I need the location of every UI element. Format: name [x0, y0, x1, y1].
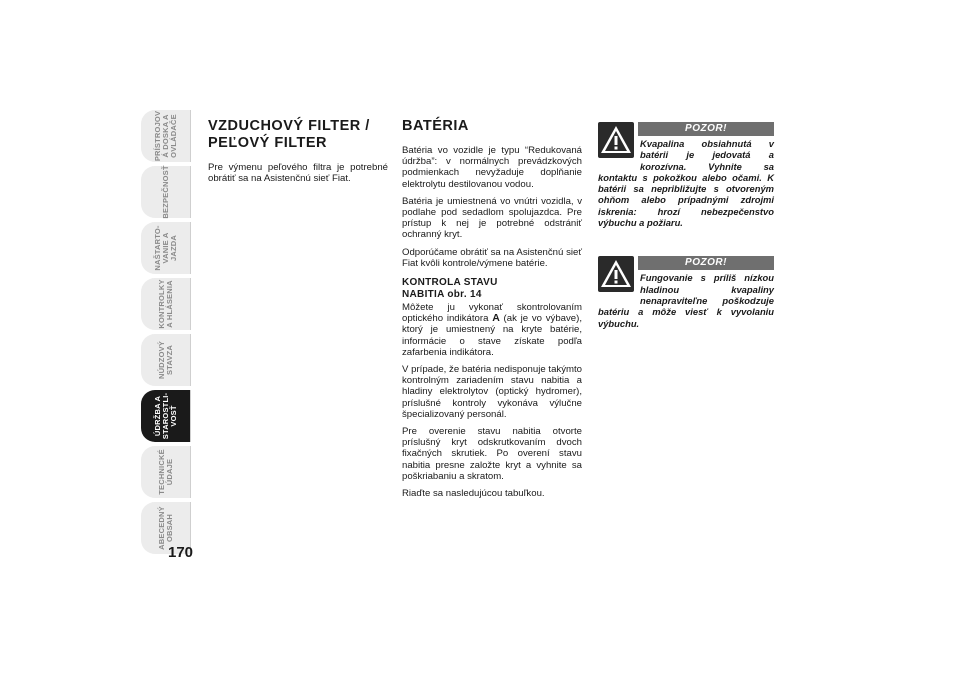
paragraph: Riaďte sa nasledujúcou tabuľkou.	[402, 488, 545, 500]
paragraph: Batéria je umiestnená vo vnútri vozidla, v podlahe pod sedadlom spolujazdca. Pre prístup k nej je potrebné odstrániť ochranný kryt.	[402, 195, 582, 241]
paragraph	[402, 302, 582, 358]
column-warnings	[598, 122, 774, 357]
sub-heading-text: KONTROLA STAVU NABITIA	[402, 277, 498, 300]
paragraph: Pre overenie stavu nabitia otvorte príslušný kryt odskrutkovaním dvoch fixačných skrutiek. Po overení stavu nabitia presne založte kryt a vyhnite sa poškriabaniu a skratom.	[402, 426, 582, 482]
warning-triangle-icon	[598, 256, 634, 292]
paragraph: V prípade, že batéria nedisponuje takýmto kontrolným zariadením stavu nabitia a hladiny elektrolytov (optický hydromer), príslušné kontroly vykonáva výlučne špecializovaný personál.	[402, 364, 582, 420]
sub-heading	[402, 277, 582, 300]
tab-label: ÚDRŽBA A STAROSTLI- VOSŤ	[153, 392, 178, 440]
page-number: 170	[168, 544, 194, 561]
tab-label: PRÍSTROJOV Á DOSKA A OVLÁDAČE	[153, 110, 178, 162]
section-heading: VZDUCHOVÝ FILTER / PEĽOVÝ FILTER	[208, 118, 370, 151]
warning-box	[598, 122, 774, 228]
tab-label: NAŠTARTO- VANIE A JAZDA	[153, 225, 178, 271]
warning-box	[598, 256, 774, 328]
tab-nastartovanie[interactable]	[141, 222, 191, 274]
warning-title: POZOR!	[638, 122, 774, 136]
indicator-letter: A	[492, 312, 500, 325]
figure-reference[interactable]: obr. 14	[444, 288, 482, 300]
tab-label: NÚDZOVÝ STAVZA	[157, 340, 174, 380]
tab-udrzba[interactable]	[141, 390, 191, 442]
tab-technicke-udaje[interactable]	[141, 446, 191, 498]
text-run: (ak je vo výbave), ktorý je umiestnený na kryte batérie, informácie o stave získate podľa zafarbenia indikátora.	[402, 313, 582, 358]
tab-kontrolky[interactable]	[141, 278, 191, 330]
tab-label: TECHNICKÉ ÚDAJE	[157, 449, 174, 495]
paragraph: Pre výmenu peľového filtra je potrebné obrátiť sa na Asistenčnú sieť Fiat.	[208, 162, 388, 185]
column-air-filter	[208, 118, 388, 190]
tab-label: ABECEDNÝ OBSAH	[157, 506, 174, 550]
tab-bezpecnost[interactable]	[141, 166, 191, 218]
tab-label: KONTROLKY A HLÁSENIA	[157, 279, 174, 329]
text-run: Môžete ju vykonať skontrolovaním optického indikátora	[402, 302, 582, 325]
section-heading: BATÉRIA	[402, 118, 469, 134]
paragraph: Batéria vo vozidle je typu “Redukovaná údržba”: v normálnych prevádzkových podmienkach nevyžaduje doplňanie elektrolytu destilovanou vodou.	[402, 145, 582, 190]
column-battery	[402, 118, 582, 505]
paragraph: Odporúčame obrátiť sa na Asistenčnú sieť Fiat kvôli kontrole/výmene batérie.	[402, 246, 582, 269]
tab-pristrojova-doska[interactable]	[141, 110, 191, 162]
warning-title: POZOR!	[638, 256, 774, 270]
warning-text: Kvapalina obsiahnutá v batérii je jedovatá a korozívna. Vyhnite sa kontaktu s pokožkou alebo očami. K batérii sa nepribližujte s otvoreným ohňom alebo prípadnými zdrojmi iskrenia: hrozí nebezpečenstvo výbuchu a požiaru.	[598, 138, 774, 229]
warning-text: Fungovanie s príliš nízkou hladinou kvapaliny nenapraviteľne poškodzuje batériu a môže viesť k vyvolaniu výbuchu.	[598, 272, 774, 329]
tab-label: BEZPEČNOSŤ	[161, 165, 170, 219]
tab-nudzovy-stav[interactable]	[141, 334, 191, 386]
warning-triangle-icon	[598, 122, 634, 158]
